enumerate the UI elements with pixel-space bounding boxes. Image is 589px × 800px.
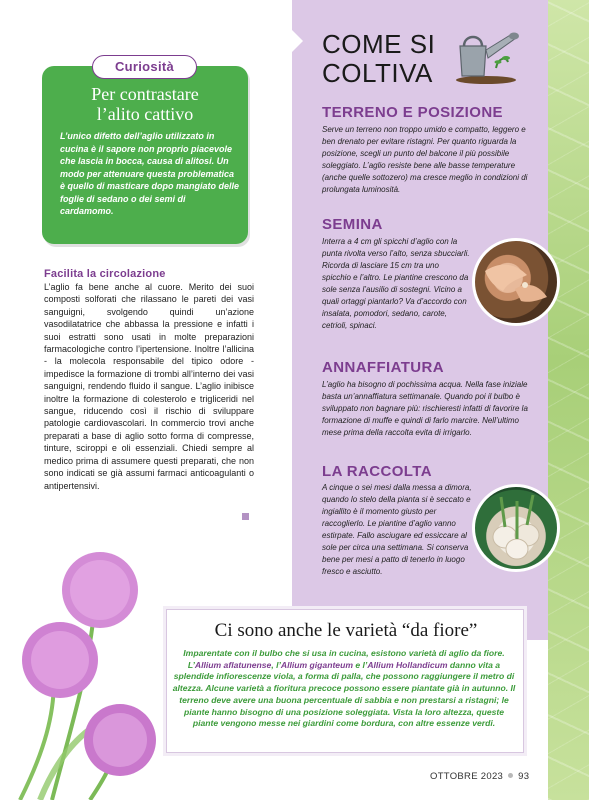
allium-aflatunense-name: Allium aflatunense — [194, 659, 272, 670]
leaf-background — [548, 0, 589, 800]
box-text-part-3: e l’ — [352, 659, 368, 670]
soil-text: Serve un terreno non troppo umido e compatto, leggero e ben drenato per evitare ristagni. Per quanto riguarda la posizione, scegli un punto del balcone il più possibile soleggiato. L’aglio resiste bene alle basse temperature (anche quelle sottozero) ma cresce meglio in condizioni di prolungata luminosità. — [322, 125, 528, 194]
curiosity-text: L’unico difetto dell’aglio utilizzato in cucina è il sapore non proprio piacevole che lascia in bocca, causa di alitosi. Un modo per attenuare questa problematica è quello di masticare dopo mangiato delle foglie di sedano o dei semi di cardamomo. — [60, 131, 240, 216]
page-number: 93 — [518, 771, 530, 782]
footer-month: OTTOBRE 2023 — [430, 771, 504, 782]
footer-dot — [508, 773, 513, 778]
column-notch — [292, 30, 303, 52]
sowing-heading: SEMINA — [322, 216, 383, 233]
watering-text: L’aglio ha bisogno di pochissima acqua. Nella fase iniziale basta un’annaffiatura settimanale. Quando poi il bulbo è sviluppato non bagnare più: rischieresti infatti di favorire la formazione di muffe e quindi di farlo marcire. Nell’ultimo mese prima della raccolta evita di irrigarlo. — [322, 380, 528, 437]
curiosity-title-line-1: Per contrastare — [91, 84, 199, 104]
soil-heading: TERRENO E POSIZIONE — [322, 104, 503, 121]
garlic-bulbs-photo — [472, 484, 560, 572]
article-end-mark — [242, 513, 249, 520]
flower-varieties-text — [172, 648, 516, 730]
cultivation-title — [322, 30, 462, 88]
cultivation-title-line-2: COLTIVA — [322, 58, 433, 88]
box-text-part-1: Imparentate con il bulbo che si usa in cucina, esistono varietà di aglio da fiore. L’ — [183, 648, 505, 670]
flower-varieties-title: Ci sono anche le varietà “da fiore” — [214, 620, 478, 641]
sowing-text: Interra a 4 cm gli spicchi d’aglio con la punta rivolta verso l’alto, senza sbucciarli. Ricorda di lasciare 15 cm tra uno spicchio e l’altro. Le piantine crescono da sole senza l’ausilio di sostegni. Vicino a quali ortaggi piantarlo? Va d’accordo con insalata, pomodori, sedano, carote, cetrioli, spinaci. — [322, 237, 470, 330]
circulation-body: L’aglio fa bene anche al cuore. Merito dei suoi composti solforati che rilassano le pareti dei vasi sanguigni, svolgendo quindi un’azione vasodilatatrice che abbassa la pressione e infatti i suoi estratti sono usati in molte preparazioni farmacologiche contro l’ipertensione. Inoltre l’allicina - la molecola responsabile del tipico odore - impedisce la formazione di trombi all’interno dei vasi sanguigni, rendendo fluido il sangue. L’aglio inibisce inoltre la formazione di colesterolo e trigliceridi nel sangue, riducendo così il rischio di sviluppare patologie cardiovascolari. In commercio trovi anche preparati a base di aglio sotto forma di compresse, tinture, sciroppi e oli essenziali. Chiedi sempre al medico prima di assumere questi preparati, che non sono indicati se già assumi farmaci anticoagulanti o antipertensivi. — [44, 282, 254, 491]
watering-can-icon — [446, 28, 524, 84]
curiosity-tab: Curiosità — [92, 55, 197, 79]
curiosity-title — [42, 84, 248, 124]
allium-giganteum-name: Allium giganteum — [280, 659, 353, 670]
circulation-heading: Facilita la circolazione — [44, 268, 166, 280]
page-footer — [430, 771, 529, 782]
box-text-part-4: danno vita a splendide infiorescenze viola, a forma di palla, che possono raggiungere il metro di altezza. Alcune varietà a fioritura precoce possono essere piantate già in autunno. Il terreno deve avere una buona percentuale di sabbia e non prestarsi a ristagni; le piante hanno bisogno di una posizione soleggiata. Vista la loro altezza, queste piante vengono messe nei giardini come bordura, con altre essenze verdi. — [172, 659, 516, 729]
watering-heading: ANNAFFIATURA — [322, 359, 445, 376]
cultivation-title-line-1: COME SI — [322, 29, 436, 59]
allium-hollandicum-name: Allium Hollandicum — [367, 659, 448, 670]
curiosity-title-line-2: l’alito cattivo — [96, 104, 194, 124]
harvest-text: A cinque o sei mesi dalla messa a dimora, quando lo stelo della pianta si è seccato e ingiallito è il momento giusto per raccoglierlo. Le piantine d’aglio vanno estirpate. Fallo asciugare ed essiccare al sole per circa una settimana. Si conserva bene per mesi a patto di tenerlo in luogo fresco e asciutto. — [322, 483, 472, 576]
box-text-part-2: , l’ — [271, 659, 281, 670]
harvest-heading: LA RACCOLTA — [322, 463, 432, 480]
hands-planting-photo — [472, 238, 560, 326]
